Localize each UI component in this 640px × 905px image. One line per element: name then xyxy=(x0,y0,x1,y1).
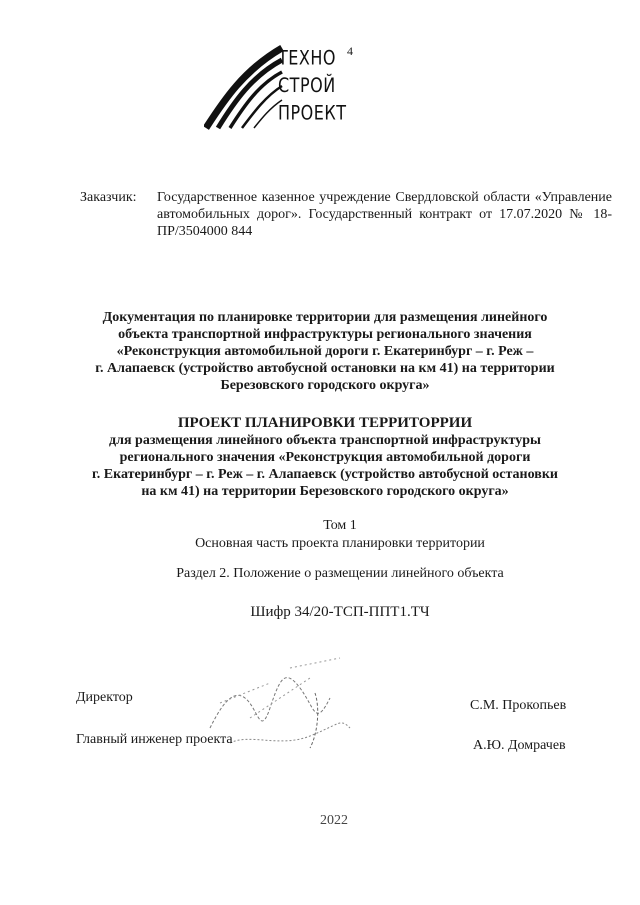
customer-label: Заказчик: xyxy=(80,190,137,205)
chief-engineer-name: А.Ю. Домрачев xyxy=(473,738,566,753)
road-logo-icon xyxy=(204,40,284,130)
volume-number: Том 1 xyxy=(323,518,357,533)
documentation-title xyxy=(90,309,560,394)
director-role: Директор xyxy=(76,690,133,705)
page-number: 4 xyxy=(347,44,353,58)
project-subtitle-line: г. Екатеринбург – г. Реж – г. Алапаевск (устройство автобусной остановки xyxy=(92,467,558,482)
chief-engineer-role: Главный инженер проекта xyxy=(76,732,233,747)
documentation-title-line: «Реконструкция автомобильной дороги г. Екатеринбург – г. Реж – xyxy=(116,344,534,359)
project-subtitle-line: для размещения линейного объекта транспортной инфраструктуры xyxy=(109,433,541,448)
director-name: С.М. Прокопьев xyxy=(470,698,567,713)
document-cipher: Шифр 34/20-ТСП-ППТ1.ТЧ xyxy=(250,604,430,620)
section-title: Раздел 2. Положение о размещении линейного объекта xyxy=(176,566,504,581)
logo-line: СТРОЙ xyxy=(278,74,336,97)
project-title: ПРОЕКТ ПЛАНИРОВКИ ТЕРРИТОРРИИ xyxy=(177,415,473,431)
project-title-block xyxy=(80,414,570,500)
documentation-title-line: объекта транспортной инфраструктуры регионального значения xyxy=(118,327,532,342)
customer-block xyxy=(80,189,612,240)
project-subtitle-line: на км 41) на территории Березовского городского округа» xyxy=(141,484,509,499)
logo-line: ПРОЕКТ xyxy=(278,101,347,125)
documentation-title-line: г. Алапаевск (устройство автобусной остановки на км 41) на территории xyxy=(95,361,555,376)
documentation-title-line: Березовского городского округа» xyxy=(220,378,430,393)
project-subtitle-line: регионального значения «Реконструкция автомобильной дороги xyxy=(119,450,531,465)
documentation-title-line: Документация по планировке территории для размещения линейного xyxy=(102,310,548,325)
logo-line: ТЕХНО xyxy=(278,46,336,70)
customer-text: Государственное казенное учреждение Свердловской области «Управление автомобильных дорог». Государственный контракт от 17.07.2020 № 18-ПР/3504000 844 xyxy=(157,190,612,239)
logo-text xyxy=(278,44,347,127)
company-logo xyxy=(204,40,354,130)
volume-name: Основная часть проекта планировки территории xyxy=(195,536,485,551)
document-year: 2022 xyxy=(320,813,348,828)
